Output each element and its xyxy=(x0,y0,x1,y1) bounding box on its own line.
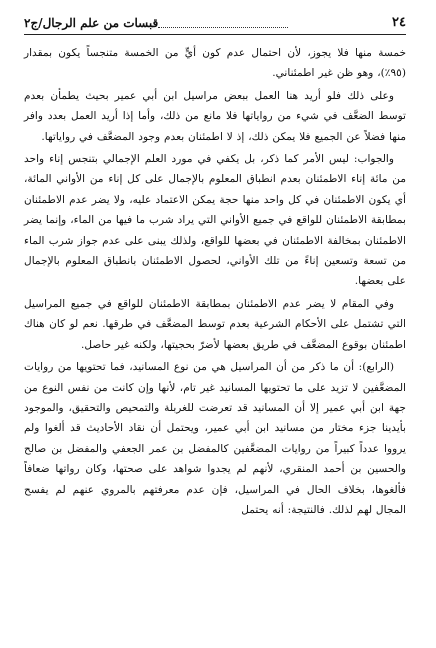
dotted-leader xyxy=(158,19,288,28)
page-number: ٢٤ xyxy=(392,15,406,30)
header-divider xyxy=(24,34,406,35)
paragraph-4: وفي المقام لا يضر عدم الاطمئنان بمطابقة الاطمئنان للواقع في جميع المراسيل التي تشتمل على الأحكام الشرعية بعدم توسط المضعَّف في طرقها. نعم لو كان هناك اطمئنان بوقوع المضعَّف في طريق بعضها لأضرّ بحجيتها، ولكنه غير حاصل. xyxy=(24,297,406,351)
paragraph-3: والجواب: ليس الأمر كما ذكر، بل يكفي في مورد العلم الإجمالي بتنجس إناء واحد من مائة إناء الاطمئنان بعدم انطباق المعلوم بالإجمال على كل إناء من الأواني المائة، أي يكون الاطمئنان في كل واحد منها حجة يمكن الاعتماد عليه، ولا يضر عدم الاطمئنان بمطابقة الاطمئنان للواقع في جميع الأواني التي يراد شرب ما فيها من الماء، وإنما يضر الاطمئنان بمخالفة الاطمئنان في بعضها للواقع، ولذلك يبنى على عدم جواز شرب الماء من تسعة وتسعين إناءً من تلك الأواني، لحصول الاطمئنان بانطباق المعلوم بالإجمال على بعضها. xyxy=(24,153,407,288)
paragraph-5: (الرابع): أن ما ذكر من أن المراسيل هي من نوع المسانيد، فما تحتويها من روايات المضعَّفين لا تزيد على ما تحتويها المسانيد غير تام، لأنها وإن كانت من نفس النوع من جهة ابن أبي عمير إلا أن المسانيد قد تعرضت للغربلة والتمحيص والتحقيق، والموجود بأيدينا جزء مختار من مسانيد ابن أبي عمير، ويحتمل أن نقاد الأحاديث قد ألغوا ولم يرووا عدداً كبيراً من روايات المضعَّفين كالمفضل بن عمر الجعفي والمفضل بن صالح والحسين بن أحمد المنقري، لأنهم لم يجدوا شواهد على صحتها، وكان رواتها ضعافاً فألغوها، بخلاف الحال في المراسيل، فإن عدم معرفتهم بالمروي عنهم لم يفسح المجال لهم لذلك. فالنتيجة: أنه يحتمل xyxy=(24,361,406,516)
paragraph-2: وعلى ذلك فلو أريد هنا العمل ببعض مراسيل ابن أبي عمير بحيث يطمأن بعدم توسط الضعَّف في شيء من رواياتها فلا مانع من ذلك، وأما إذا أريد العمل بعدد وافر منها فضلاً عن الجميع فلا يمكن ذلك، إذ لا اطمئنان بعدم وجود المضعَّف في رواياتها. xyxy=(24,89,406,143)
page-header xyxy=(24,14,406,32)
running-title-group xyxy=(24,14,294,32)
running-title: قبسات من علم الرجال/ج٢ xyxy=(24,16,159,30)
paragraph-1: خمسة منها فلا يجوز، لأن احتمال عدم كون أيٍّ من الخمسة متنجساً يكون بمقدار (٩٥٪)، وهو ظن غير اطمئناني. xyxy=(24,47,406,80)
